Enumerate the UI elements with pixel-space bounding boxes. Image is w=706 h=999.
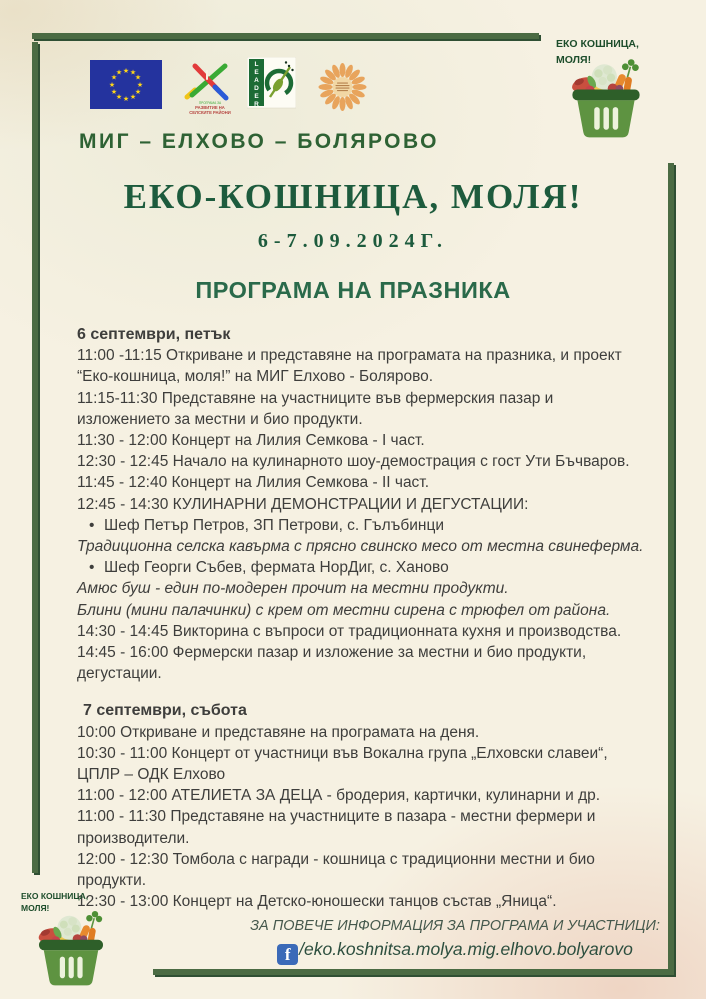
svg-text:★: ★	[136, 81, 144, 89]
program-line: изложението за местни и био продукти.	[77, 410, 363, 428]
frame-left-border	[32, 42, 38, 873]
program-line: • Шеф Петър Петров, ЗП Петрови, с. Гълъбинци	[77, 515, 669, 536]
program-line: Блини (мини палачинки) с крем от местни сирена с трюфел от района.	[77, 601, 611, 619]
day-heading: 6 септември, петък	[77, 326, 231, 343]
svg-text:СЕЛСКИТЕ РАЙОНИ: СЕЛСКИТЕ РАЙОНИ	[189, 110, 231, 115]
program-line: 10:00 Откриване и представяне на програмата на деня.	[77, 723, 480, 741]
day-items	[77, 345, 669, 684]
program-line: ЦПЛР – ОДК Елхово	[77, 766, 226, 784]
program-line: 14:45 - 16:00 Фермерски пазар и изложение за местни и био продукти,	[77, 644, 587, 662]
facebook-icon[interactable]: f	[277, 944, 298, 965]
svg-text:★: ★	[129, 68, 137, 77]
more-info-label: ЗА ПОВЕЧЕ ИНФОРМАЦИЯ ЗА ПРОГРАМА И УЧАСТНИЦИ:	[250, 918, 660, 934]
program-line: • Шеф Георги Събев, фермата НорДиг, с. Ханово	[77, 557, 669, 578]
org-title: МИГ – ЕЛХОВО – БОЛЯРОВО	[79, 130, 439, 153]
program-line: 11:45 - 12:40 Концерт на Лилия Семкова - II част.	[77, 474, 429, 492]
svg-text:★: ★	[110, 88, 118, 96]
frame-top-border	[32, 33, 539, 39]
day-section-saturday	[77, 700, 669, 912]
program-schedule	[77, 324, 669, 912]
vegetable-basket-icon	[564, 56, 648, 138]
svg-text:★: ★	[108, 81, 116, 89]
day-heading: 7 септември, събота	[83, 702, 247, 720]
svg-text:★: ★	[122, 67, 130, 75]
program-line: 12:30 - 12:45 Начало на кулинарното шоу-демострация с гост Ути Бъчваров.	[77, 453, 630, 471]
program-line: Традиционна селска кавърма с прясно свинско месо от местна свинеферма.	[77, 538, 644, 556]
program-line: 12:30 - 13:00 Концерт на Детско-юношески танцов състав „Яница“.	[77, 893, 557, 911]
program-line: 11:00 -11:15 Откриване и представяне на програмата на празника, и проект	[77, 347, 622, 365]
badge-text-line2: МОЛЯ!	[21, 903, 50, 913]
program-line: 14:30 - 14:45 Викторина с въпроси от традиционната кухня и производства.	[77, 622, 622, 640]
facebook-link[interactable]	[250, 939, 660, 965]
program-line: 11:30 - 12:00 Концерт на Лилия Семкова - I част.	[77, 432, 425, 450]
program-line: продукти.	[77, 872, 147, 890]
svg-text:★: ★	[129, 93, 137, 101]
frame-bottom-border	[153, 969, 674, 975]
day-section-friday	[77, 324, 669, 684]
svg-text:★: ★	[134, 73, 142, 82]
svg-text:★: ★	[134, 88, 142, 96]
leader-logo-label: LEADER	[253, 61, 260, 109]
program-line: производители.	[77, 829, 190, 847]
svg-text:ПРОГРАМА ЗА: ПРОГРАМА ЗА	[198, 101, 222, 105]
program-line: дегустации.	[77, 665, 162, 683]
program-line: 12:45 - 14:30 КУЛИНАРНИ ДЕМОНСТРАЦИИ И ДЕГУСТАЦИИ:	[77, 495, 529, 513]
program-line: “Еко-кошница, моля!” на МИГ Елхово - Болярово.	[77, 368, 434, 386]
program-line: 10:30 - 11:00 Концерт от участници във Вокална група „Елховски славеи“,	[77, 744, 608, 762]
page-title: ЕКО-КОШНИЦА, МОЛЯ!	[123, 177, 583, 216]
badge-text-line2: МОЛЯ!	[556, 54, 592, 66]
program-line: 12:00 - 12:30 Томбола с награди - кошница с традиционни местни и био	[77, 850, 595, 868]
svg-text:★: ★	[122, 95, 130, 103]
day-items	[77, 722, 669, 913]
svg-text:РАЗВИТИЕ НА: РАЗВИТИЕ НА	[195, 105, 225, 110]
facebook-handle[interactable]: /eko.koshnitsa.molya.mig.elhovo.bolyarovo	[299, 939, 633, 959]
badge-text-line1: ЕКО КОШНИЦА,	[556, 38, 639, 50]
svg-text:★: ★	[115, 93, 123, 101]
rural-development-programme-icon	[179, 57, 241, 117]
mig-sunflower-logo-icon	[315, 59, 370, 115]
event-date: 6-7.09.2024Г.	[257, 230, 449, 252]
svg-text:★: ★	[110, 73, 118, 82]
program-line: 11:00 - 12:00 АТЕЛИЕТА ЗА ДЕЦА - бродерия, картички, кулинарни и др.	[77, 787, 601, 805]
program-line: 11:15-11:30 Представяне на участниците във фермерския пазар и	[77, 389, 554, 407]
leader-logo-icon	[247, 57, 296, 113]
svg-text:★: ★	[115, 68, 123, 77]
badge-text-line1: ЕКО КОШНИЦА,	[21, 891, 89, 901]
program-line: 11:00 - 11:30 Представяне на участниците в пазара - местни фермери и	[77, 808, 596, 826]
vegetable-basket-icon	[31, 908, 111, 986]
program-subtitle: ПРОГРАМА НА ПРАЗНИКА	[195, 277, 511, 303]
program-line: Амюс буш - един по-модерен прочит на местни продукти.	[77, 580, 509, 598]
eu-flag-icon	[90, 60, 162, 109]
